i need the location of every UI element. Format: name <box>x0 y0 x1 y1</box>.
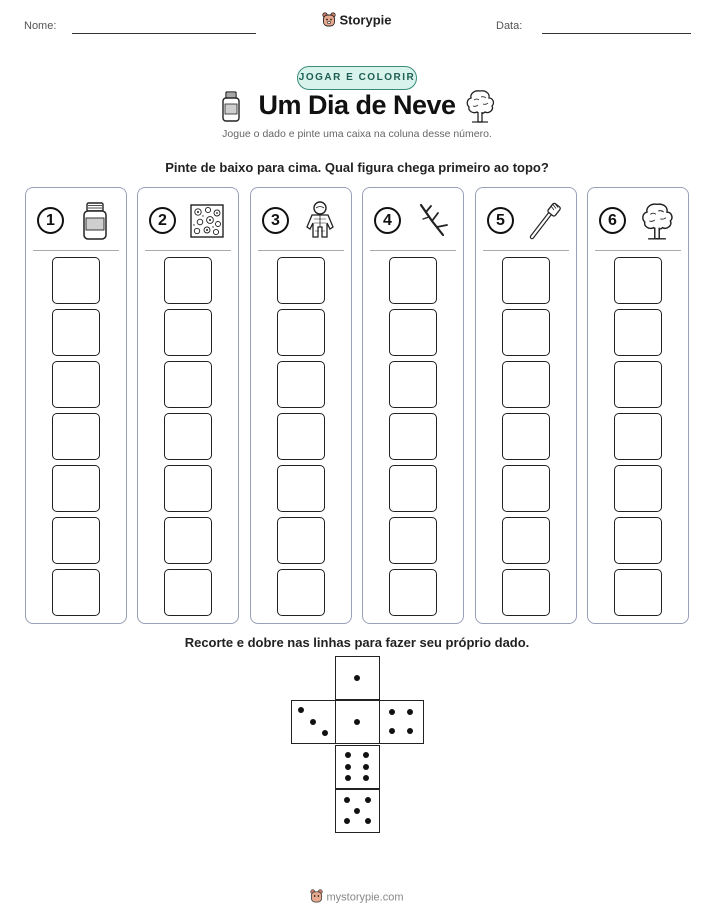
color-box[interactable] <box>502 257 550 304</box>
name-line[interactable] <box>72 33 256 34</box>
color-box[interactable] <box>389 309 437 356</box>
tree-icon <box>638 201 676 241</box>
color-box[interactable] <box>389 465 437 512</box>
brand-header <box>0 12 714 30</box>
die-pip <box>345 764 351 770</box>
color-box[interactable] <box>389 413 437 460</box>
color-box[interactable] <box>277 257 325 304</box>
column-number: 3 <box>262 207 289 234</box>
die-pip <box>344 797 350 803</box>
die-pip <box>389 728 395 734</box>
column-number: 5 <box>487 207 514 234</box>
race-column-4 <box>362 187 464 624</box>
color-box[interactable] <box>164 569 212 616</box>
die-pip <box>344 818 350 824</box>
die-pip <box>365 797 371 803</box>
die-pip <box>365 818 371 824</box>
color-box[interactable] <box>502 413 550 460</box>
storypie-logo-icon <box>322 12 336 30</box>
snowflake-pattern-icon <box>188 201 226 241</box>
die-pip <box>407 728 413 734</box>
color-box[interactable] <box>52 413 100 460</box>
die-pip <box>310 719 316 725</box>
die-face-1 <box>335 700 380 744</box>
column-number: 2 <box>149 207 176 234</box>
die-pip <box>389 709 395 715</box>
color-box[interactable] <box>502 465 550 512</box>
dice-instruction: Recorte e dobre nas linhas para fazer seu próprio dado. <box>184 635 530 650</box>
column-divider <box>595 250 681 251</box>
toothbrush-icon <box>526 201 564 241</box>
columns-instruction: Pinte de baixo para cima. Qual figura chega primeiro ao topo? <box>165 160 549 175</box>
column-number: 4 <box>374 207 401 234</box>
die-pip <box>322 730 328 736</box>
color-box[interactable] <box>52 257 100 304</box>
color-box[interactable] <box>52 361 100 408</box>
activity-badge: JOGAR E COLORIR <box>297 66 417 90</box>
column-divider <box>258 250 344 251</box>
race-column-2 <box>137 187 239 624</box>
die-pip <box>298 707 304 713</box>
color-box[interactable] <box>614 569 662 616</box>
footer <box>0 889 714 906</box>
brand-name: Storypie <box>339 12 392 28</box>
storypie-logo-icon <box>310 889 323 906</box>
color-box[interactable] <box>502 517 550 564</box>
column-divider <box>483 250 569 251</box>
die-face-6 <box>335 745 380 789</box>
die-pip <box>345 752 351 758</box>
color-box[interactable] <box>277 517 325 564</box>
race-column-3 <box>250 187 352 624</box>
die-face-3 <box>291 700 336 744</box>
die-pip <box>354 808 360 814</box>
color-box[interactable] <box>502 309 550 356</box>
race-column-6 <box>587 187 689 624</box>
color-box[interactable] <box>502 569 550 616</box>
die-pip <box>354 675 360 681</box>
color-box[interactable] <box>164 517 212 564</box>
date-label: Data: <box>496 20 523 32</box>
color-box[interactable] <box>164 465 212 512</box>
date-line[interactable] <box>542 33 691 34</box>
bottle-icon <box>76 201 114 241</box>
color-box[interactable] <box>389 517 437 564</box>
color-box[interactable] <box>277 465 325 512</box>
color-box[interactable] <box>389 361 437 408</box>
die-face-1 <box>335 656 380 700</box>
die-face-5 <box>335 789 380 833</box>
race-column-5 <box>475 187 577 624</box>
die-pip <box>345 775 351 781</box>
color-box[interactable] <box>164 413 212 460</box>
column-divider <box>145 250 231 251</box>
color-box[interactable] <box>614 517 662 564</box>
title-row <box>0 90 714 126</box>
color-box[interactable] <box>277 361 325 408</box>
footer-url[interactable]: mystorypie.com <box>326 891 404 904</box>
column-number: 1 <box>37 207 64 234</box>
column-divider <box>33 250 119 251</box>
color-box[interactable] <box>614 413 662 460</box>
twig-icon <box>413 201 451 241</box>
die-pip <box>363 764 369 770</box>
die-pip <box>363 775 369 781</box>
column-divider <box>370 250 456 251</box>
subtitle: Jogue o dado e pinte uma caixa na coluna desse número. <box>222 128 492 140</box>
color-box[interactable] <box>277 413 325 460</box>
die-face-4 <box>379 700 424 744</box>
color-box[interactable] <box>52 465 100 512</box>
snowsuit-icon <box>301 201 339 241</box>
color-box[interactable] <box>614 309 662 356</box>
die-pip <box>354 719 360 725</box>
page-title: Um Dia de Neve <box>258 90 456 120</box>
color-box[interactable] <box>52 569 100 616</box>
die-pip <box>407 709 413 715</box>
color-box[interactable] <box>389 257 437 304</box>
color-box[interactable] <box>277 569 325 616</box>
color-box[interactable] <box>52 309 100 356</box>
color-box[interactable] <box>164 309 212 356</box>
name-label: Nome: <box>24 20 57 32</box>
color-box[interactable] <box>614 465 662 512</box>
die-pip <box>363 752 369 758</box>
color-box[interactable] <box>389 569 437 616</box>
color-box[interactable] <box>164 257 212 304</box>
column-number: 6 <box>599 207 626 234</box>
color-box[interactable] <box>164 361 212 408</box>
tree-icon <box>464 88 496 129</box>
color-box[interactable] <box>614 361 662 408</box>
race-column-1 <box>25 187 127 624</box>
color-box[interactable] <box>277 309 325 356</box>
color-box[interactable] <box>52 517 100 564</box>
color-box[interactable] <box>502 361 550 408</box>
color-box[interactable] <box>614 257 662 304</box>
